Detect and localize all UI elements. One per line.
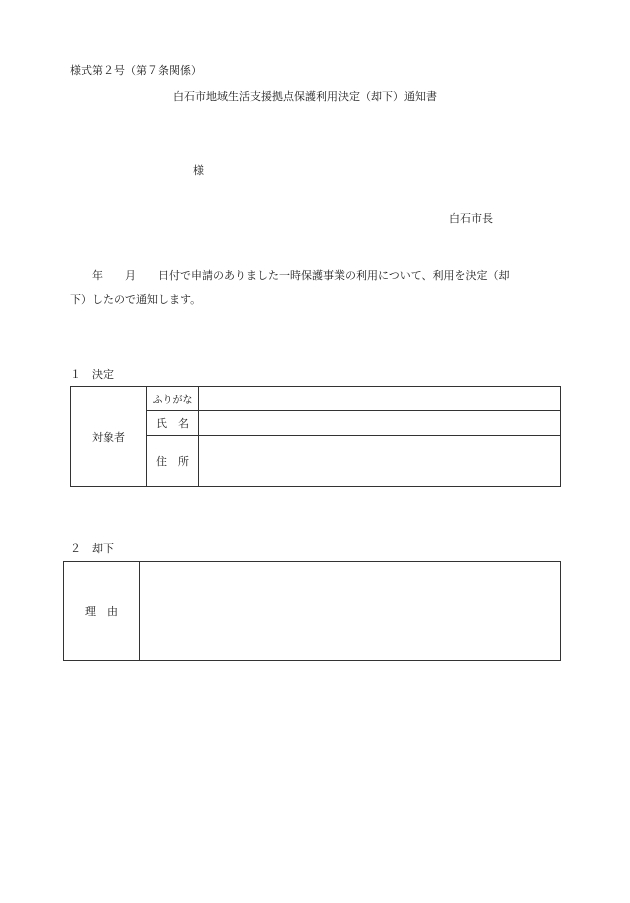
- section-decision-heading: １ 決定: [70, 368, 114, 381]
- notice-body-line-2: 下）したので通知します。: [70, 293, 202, 306]
- reason-label: 理 由: [64, 562, 140, 661]
- notice-body-line-1: 年 月 日付で申請のありました一時保護事業の利用について、利用を決定（却: [70, 269, 510, 282]
- furigana-value[interactable]: [199, 387, 561, 411]
- address-label: 住 所: [147, 436, 199, 487]
- rejection-table: [63, 561, 561, 661]
- addressee-suffix: 様: [193, 164, 204, 177]
- reason-value[interactable]: [140, 562, 561, 661]
- subject-label: 対象者: [71, 387, 147, 487]
- section-rejection-heading: ２ 却下: [70, 542, 114, 555]
- issuer-name: 白石市長: [449, 212, 493, 225]
- form-number-label: 様式第２号（第７条関係）: [70, 64, 202, 77]
- name-value[interactable]: [199, 411, 561, 436]
- name-label: 氏 名: [147, 411, 199, 436]
- furigana-label: ふりがな: [147, 387, 199, 411]
- notice-body: [70, 264, 565, 312]
- document-title: 白石市地域生活支援拠点保護利用決定（却下）通知書: [173, 90, 437, 103]
- decision-table: [70, 386, 561, 487]
- address-value[interactable]: [199, 436, 561, 487]
